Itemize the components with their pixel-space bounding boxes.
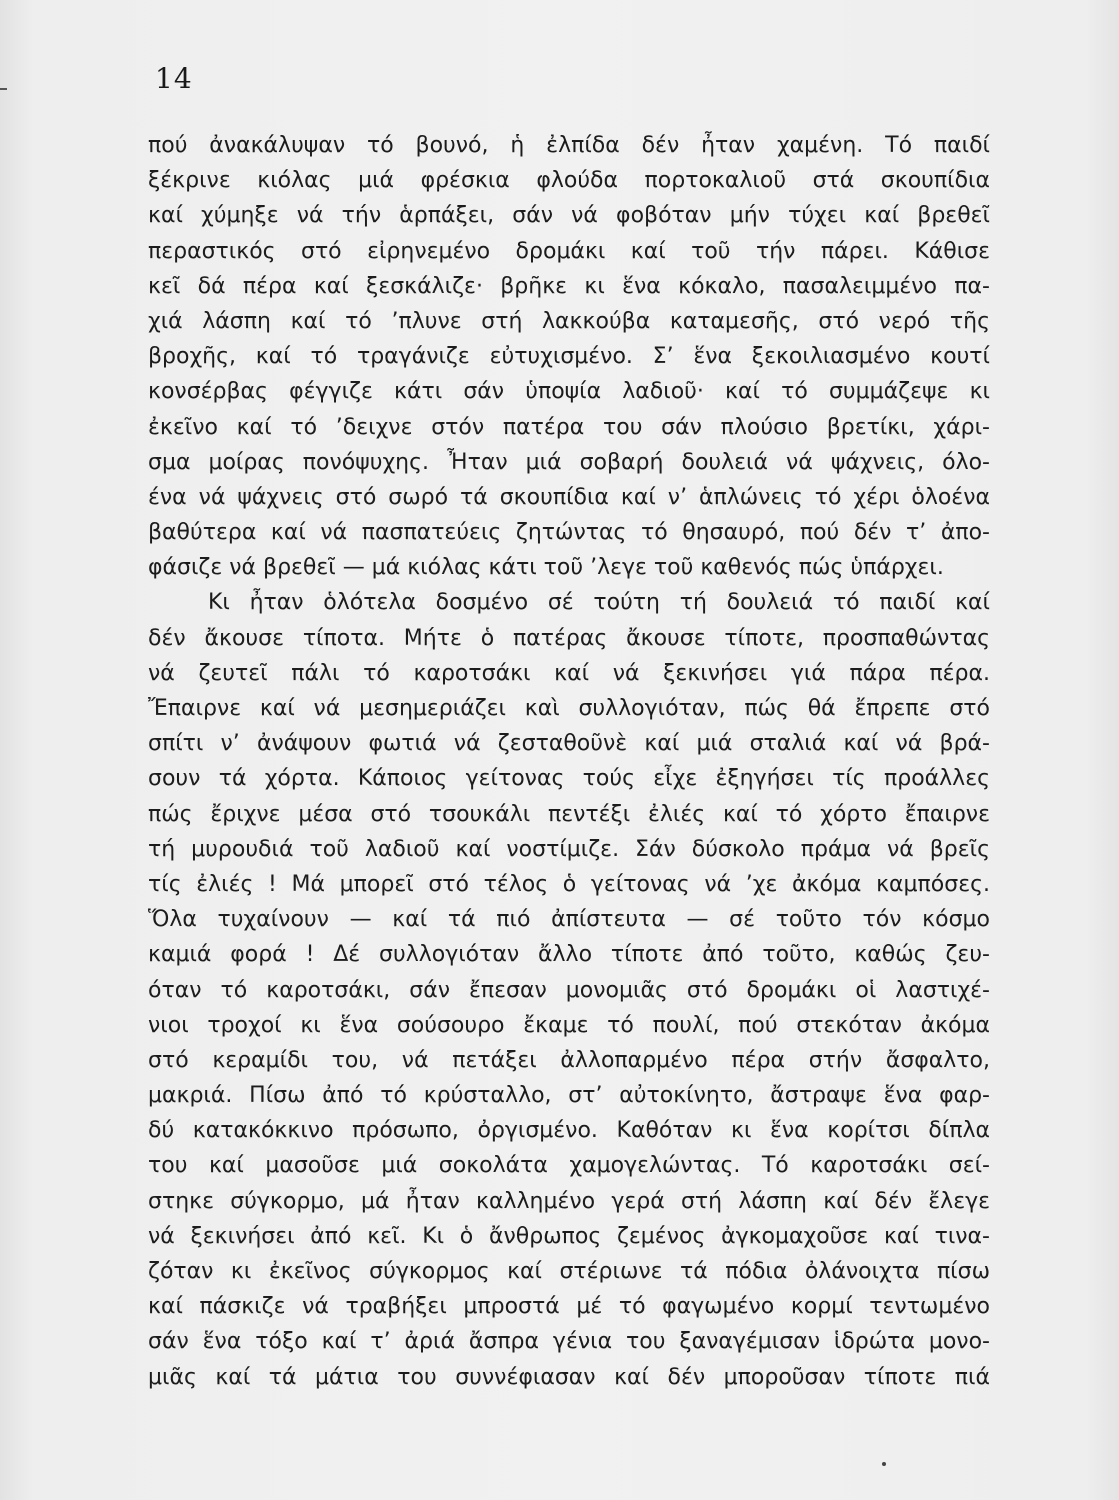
text-line: ἐκεῖνο καί τό ’δειχνε στόν πατέρα του σάν πλούσιο βρετίκι, χάρι- xyxy=(148,414,990,440)
text-line: περαστικός στό εἰρηνεμένο δρομάκι καί τοῦ τήν πάρει. Κάθισε xyxy=(148,238,990,264)
text-line: δύ κατακόκκινο πρόσωπο, ὀργισμένο. Καθόταν κι ἕνα κορίτσι δίπλα xyxy=(148,1118,990,1144)
text-line: πώς ἔριχνε μέσα στό τσουκάλι πεντέξι ἐλιές καί τό χόρτο ἔπαιρνε xyxy=(148,801,990,827)
text-line: κονσέρβας φέγγιζε κάτι σάν ὑποψία λαδιοῦ· καί τό συμμάζεψε κι xyxy=(148,379,990,405)
text-line: σπίτι ν’ ἀνάψουν φωτιά νά ζεσταθοῦνὲ καί μιά σταλιά καί νά βρά- xyxy=(148,731,990,757)
text-line: δέν ἄκουσε τίποτα. Μήτε ὁ πατέρας ἄκουσε τίποτε, προσπαθώντας xyxy=(148,625,990,651)
text-line: Ὅλα τυχαίνουν — καί τά πιό ἀπίστευτα — σέ τοῦτο τόν κόσμο xyxy=(148,907,990,933)
text-line: καί χύμηξε νά τήν ἁρπάξει, σάν νά φοβόταν μήν τύχει καί βρεθεῖ xyxy=(148,203,990,229)
text-line: κεῖ δά πέρα καί ξεσκάλιζε· βρῆκε κι ἕνα κόκαλο, πασαλειμμένο πα- xyxy=(148,273,990,299)
text-line: Ἔπαιρνε καί νά μεσημεριάζει καὶ συλλογιόταν, πώς θά ἔπρεπε στό xyxy=(148,696,990,721)
text-line: νιοι τροχοί κι ἕνα σούσουρο ἔκαμε τό πουλί, πού στεκόταν ἀκόμα xyxy=(148,1012,990,1038)
text-line: τίς ἐλιές ! Μά μπορεῖ στό τέλος ὁ γείτονας νά ’χε ἀκόμα καμπόσες. xyxy=(148,871,990,897)
text-line: νά ξεκινήσει ἀπό κεῖ. Κι ὁ ἄνθρωπος ζεμένος ἀγκομαχοῦσε καί τινα- xyxy=(148,1223,990,1249)
text-line: φάσιζε νά βρεθεῖ — μά κιόλας κάτι τοῦ ’λεγε τοῦ καθενός πώς ὑπάρχει. xyxy=(148,555,944,581)
text-line: τή μυρουδιά τοῦ λαδιοῦ καί νοστίμιζε. Σάν δύσκολο πράμα νά βρεῖς xyxy=(148,836,990,862)
text-line: χιά λάσπη καί τό ’πλυνε στή λακκούβα καταμεσῆς, στό νερό τῆς xyxy=(148,308,990,334)
text-line: καμιά φορά ! Δέ συλλογιόταν ἄλλο τίποτε ἀπό τοῦτο, καθώς ζευ- xyxy=(148,942,990,968)
text-line: στό κεραμίδι του, νά πετάξει ἀλλοπαρμένο πέρα στήν ἄσφαλτο, xyxy=(148,1047,990,1073)
text-line: σάν ἕνα τόξο καί τ’ ἀριά ἄσπρα γένια του ξαναγέμισαν ἱδρώτα μονο- xyxy=(148,1329,990,1355)
scan-speck xyxy=(882,1462,886,1466)
text-line: καί πάσκιζε νά τραβήξει μπροστά μέ τό φαγωμένο κορμί τεντωμένο xyxy=(148,1294,990,1320)
text-line: σμα μοίρας πονόψυχης. Ἦταν μιά σοβαρή δουλειά νά ψάχνεις, όλο- xyxy=(148,449,990,475)
text-line: του καί μασοῦσε μιά σοκολάτα χαμογελώντας. Τό καροτσάκι σεί- xyxy=(148,1153,990,1179)
scan-edge-mark xyxy=(0,88,7,90)
text-line: όταν τό καροτσάκι, σάν ἔπεσαν μονομιᾶς στό δρομάκι οἱ λαστιχέ- xyxy=(148,977,990,1003)
text-line: στηκε σύγκορμο, μά ἦταν καλλημένο γερά στή λάσπη καί δέν ἔλεγε xyxy=(148,1188,990,1214)
text-line: σουν τά χόρτα. Κάποιος γείτονας τούς εἶχε ἐξηγήσει τίς προάλλες xyxy=(148,766,990,792)
text-line: νά ζευτεῖ πάλι τό καροτσάκι καί νά ξεκινήσει γιά πάρα πέρα. xyxy=(148,660,990,686)
text-line: ξέκρινε κιόλας μιά φρέσκια φλούδα πορτοκαλιοῦ στά σκουπίδια xyxy=(148,168,990,194)
body-text xyxy=(148,128,990,1395)
text-line: πού ἀνακάλυψαν τό βουνό, ἡ ἐλπίδα δέν ἦταν χαμένη. Τό παιδί xyxy=(148,133,990,158)
text-line: μακριά. Πίσω ἀπό τό κρύσταλλο, στ’ αὐτοκίνητο, ἄστραψε ἕνα φαρ- xyxy=(148,1083,990,1109)
text-line: ζόταν κι ἐκεῖνος σύγκορμος καί στέριωνε τά πόδια ὀλάνοιχτα πίσω xyxy=(148,1259,990,1284)
page-number: 14 xyxy=(155,62,193,95)
text-line: μιᾶς καί τά μάτια του συννέφιασαν καί δέν μποροῦσαν τίποτε πιά xyxy=(148,1364,990,1390)
text-line: ένα νά ψάχνεις στό σωρό τά σκουπίδια καί ν’ ἁπλώνεις τό χέρι ὁλοένα xyxy=(148,484,990,510)
text-line: Κι ἦταν ὁλότελα δοσμένο σέ τούτη τή δουλειά τό παιδί καί xyxy=(208,590,990,616)
text-line: βροχῆς, καί τό τραγάνιζε εὐτυχισμένο. Σ’ ἕνα ξεκοιλιασμένο κουτί xyxy=(148,344,990,370)
text-line: βαθύτερα καί νά πασπατεύεις ζητώντας τό θησαυρό, πού δέν τ’ ἀπο- xyxy=(148,520,990,546)
